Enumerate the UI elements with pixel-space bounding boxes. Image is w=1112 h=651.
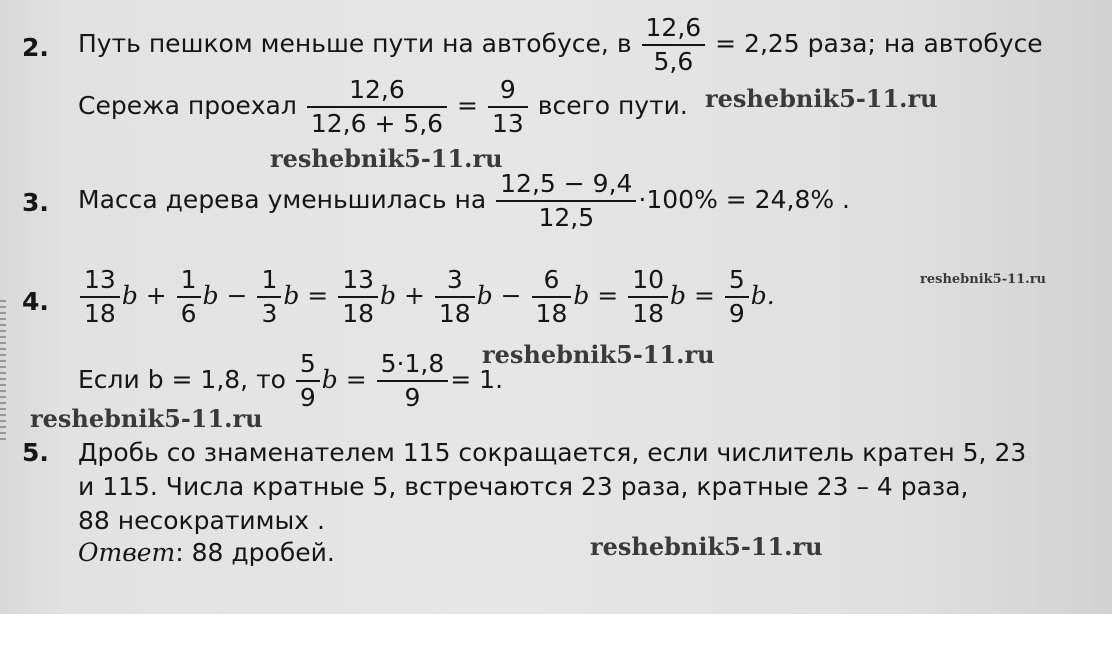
problem-5-number: 5.	[22, 438, 49, 467]
fraction-denominator: 3	[261, 299, 278, 328]
problem-5-line-3: 88 несократимых .	[78, 506, 325, 535]
problem-5-line-1: Дробь со знаменателем 115 сокращается, если числитель кратен 5, 23	[78, 438, 1027, 467]
problem-2-number: 2.	[22, 33, 49, 62]
fraction-denominator: 5,6	[653, 47, 694, 76]
problem-2-result: = 2,25	[715, 29, 800, 58]
fraction-numerator: 13	[80, 266, 120, 298]
eq-operator: b +	[380, 281, 425, 310]
watermark: reshebnik5-11.ru	[270, 144, 503, 173]
problem-4-fraction-2	[377, 350, 449, 412]
fraction-numerator: 9	[488, 76, 528, 108]
problem-3-fraction	[496, 170, 636, 232]
problem-5-answer	[78, 538, 335, 568]
fraction-denominator: 18	[535, 299, 568, 328]
eq-operator: b.	[750, 281, 775, 310]
fraction-numerator: 10	[628, 266, 668, 298]
watermark: reshebnik5-11.ru	[705, 84, 938, 113]
problem-2-line-2	[78, 76, 688, 138]
problem-3-text: Масса дерева уменьшилась на	[78, 185, 487, 214]
eq-fraction	[628, 266, 668, 328]
fraction-denominator: 9	[299, 383, 316, 412]
fraction-numerator: 1	[177, 266, 201, 298]
problem-5-line-2: и 115. Числа кратные 5, встречаются 23 раза, кратные 23 – 4 раза,	[78, 472, 969, 501]
problem-2-tail: раза; на автобусе	[807, 29, 1043, 58]
fraction-numerator: 6	[532, 266, 572, 298]
eq-operator: b =	[283, 281, 329, 310]
fraction-denominator: 18	[342, 299, 375, 328]
problem-2-fraction-2	[307, 76, 447, 138]
problem-4-line-2	[78, 350, 503, 412]
equals-sign: =	[457, 91, 478, 120]
fraction-denominator: 6	[180, 299, 197, 328]
eq-operator: b −	[476, 281, 522, 310]
problem-4-mid: b =	[321, 365, 367, 394]
eq-fraction	[725, 266, 749, 328]
problem-4-fraction-1	[296, 350, 320, 412]
problem-2-text: Путь пешком меньше пути на автобусе, в	[78, 29, 632, 58]
eq-operator: b =	[573, 281, 619, 310]
watermark: reshebnik5-11.ru	[590, 532, 823, 561]
problem-4-number: 4.	[22, 287, 49, 316]
watermark: reshebnik5-11.ru	[920, 272, 1047, 287]
eq-operator: b +	[121, 281, 167, 310]
fraction-denominator: 13	[491, 109, 524, 138]
watermark: reshebnik5-11.ru	[482, 340, 715, 369]
problem-2-tail-2: всего пути.	[537, 91, 688, 120]
problem-4-tail: = 1.	[450, 365, 504, 394]
eq-fraction	[338, 266, 378, 328]
fraction-numerator: 1	[257, 266, 281, 298]
fraction-numerator: 12,5 − 9,4	[496, 170, 636, 202]
eq-fraction	[80, 266, 120, 328]
problem-2-line-1	[78, 14, 1043, 76]
eq-operator: b −	[202, 281, 248, 310]
fraction-denominator: 12,5	[538, 203, 595, 232]
eq-fraction	[257, 266, 281, 328]
fraction-denominator: 18	[632, 299, 665, 328]
fraction-numerator: 3	[435, 266, 475, 298]
fraction-denominator: 9	[728, 299, 745, 328]
fraction-numerator: 5·1,8	[377, 350, 449, 382]
fraction-numerator: 13	[338, 266, 378, 298]
page-edge-shadow	[0, 300, 6, 440]
problem-3-tail: ·100% = 24,8% .	[638, 185, 850, 214]
problem-4-text: Если b = 1,8, то	[78, 365, 286, 394]
problem-2-text-2: Сережа проехал	[78, 91, 297, 120]
eq-fraction	[532, 266, 572, 328]
answer-label: Ответ	[78, 538, 176, 567]
eq-operator: b =	[670, 281, 715, 310]
problem-4-equation	[78, 266, 775, 328]
problem-3-line	[78, 170, 850, 232]
fraction-denominator: 12,6 + 5,6	[310, 109, 444, 138]
fraction-numerator: 12,6	[307, 76, 447, 108]
fraction-numerator: 5	[296, 350, 320, 382]
answer-text: : 88 дробей.	[175, 538, 335, 567]
problem-2-fraction-3	[488, 76, 528, 138]
fraction-denominator: 18	[84, 299, 116, 328]
watermark: reshebnik5-11.ru	[30, 404, 263, 433]
eq-fraction	[177, 266, 201, 328]
problem-3-number: 3.	[22, 188, 49, 217]
fraction-numerator: 5	[725, 266, 749, 298]
fraction-denominator: 9	[404, 383, 421, 412]
fraction-denominator: 18	[438, 299, 471, 328]
eq-fraction	[435, 266, 475, 328]
fraction-numerator: 12,6	[642, 14, 706, 46]
problem-2-fraction	[642, 14, 706, 76]
